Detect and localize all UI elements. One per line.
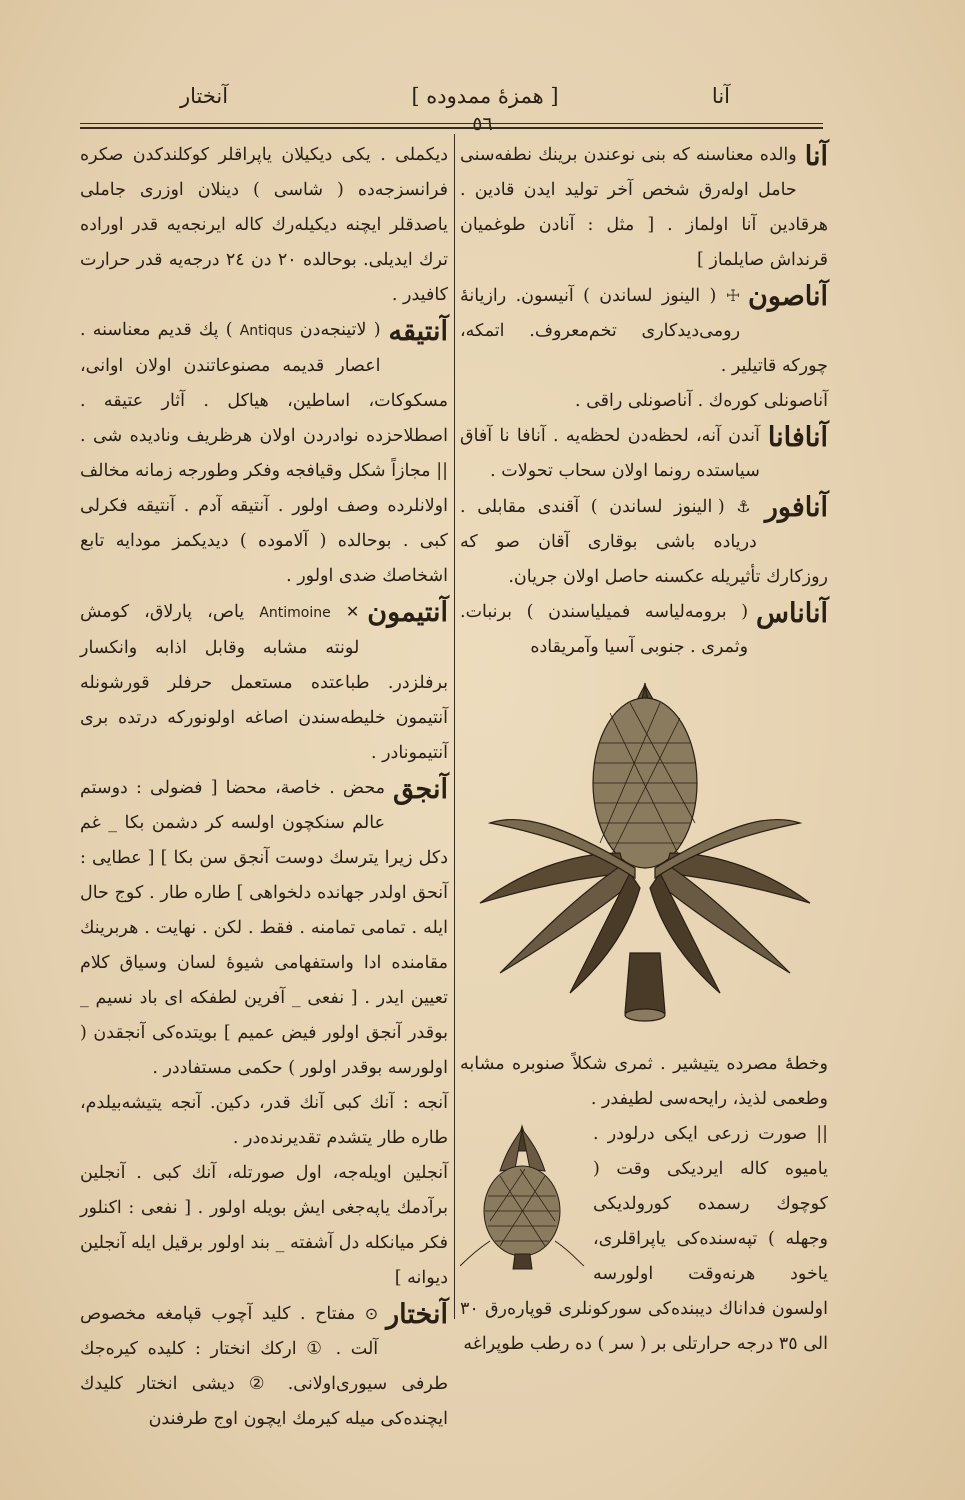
- entry-text: آندن آنه، لحظەدن لحظەیه . آنافا نا آفاق سیاستده رونما اولان سحاب تحولات .: [460, 426, 760, 481]
- entry-text: دیکملی . یکی دیکیلان یاپراقلر کوکلندکدن صکره فرانسزجه‌ده ( شاسی ) دینلان اوزری جاملی یاصدقلر ایچنه دیکیلەرك کاله ایرنجەیه قدر اوراده ترك ایدیلی. بوحالده ٢٠ دن ٢٤ درجه‌یه قدر حرارت کافیدر .: [80, 145, 449, 305]
- entry-anafor: [460, 489, 828, 595]
- entry-ancak: [80, 771, 448, 1086]
- right-column: [460, 138, 828, 1354]
- entry-antika: [80, 313, 448, 594]
- entry-ananas-continued: [460, 1047, 828, 1117]
- running-header: [70, 84, 900, 114]
- entry-text: ( الینوز لساندن ) آقندی مقابلی . دریاده باشی بوقاری آقان صو که روزکارك تأثیریله عکسنه حاصل اولان جریان.: [460, 497, 828, 587]
- entry-headword: آنتیمون: [367, 597, 448, 628]
- entry-dikmeli: [80, 138, 448, 313]
- entry-anafana: [460, 419, 828, 489]
- entry-headword: آنافانا: [767, 422, 828, 453]
- entry-headword: آنافور: [764, 492, 828, 523]
- left-column: [80, 138, 449, 1429]
- small-illustration-wrapper: [460, 1121, 585, 1271]
- entry-text: ( برومەلیاسه فمیلیاسندن ) برنبات. وثمری . جنوبی آسیا وآمریقاده: [460, 602, 749, 657]
- entry-text: آنجه : آنك کبی آنك قدر، دکین. آنجه یتیشه‌بیلدم، طاره طار یتشدم تقدیرندەدر .: [80, 1093, 448, 1148]
- entry-text: مفتاح . کلید آچوب قپامغه مخصوص آلت . ① اركك انختار : کلیده کیرەجك طرفی سیوری‌اولانی. ② دیشی انختار کلیدك ایچنده‌کی میله کیرمك ایچون اوج طرفندن: [80, 1304, 448, 1429]
- entry-text: ) پك قدیم معناسنه . اعصار قدیمه مصنوعاتندن اولان اوانی، مسکوکات، اساطین، هیاکل . آثار عتیقه . اصطلاحزده نوادردن اولان هرظریف ونادیده شی . || مجازاً شکل وقیافجه وفکر وطورجه زمانه مخالف اولانلرده وصف اولور . آنتیقه آدم . آنتیقه فکرلی کبی . بوحالده ( آلامودە ) دیدیکمز مودایه تابع اشخاصك ضدی اولور .: [80, 320, 448, 586]
- entry-ananas: [460, 595, 828, 665]
- entry-text: || صورت زرعی ایکی درلودر . یامیوه کاله ایردیکی وقت ( کوچوك رسمده کورولدیکی وجهله ) تپه‌سنده‌کی یاپراقلری، یاخود هرنه‌وقت اولورسه اولسون فداناك دیبنده‌کی سورکونلری قوپارەرق ٣٠ الی ٣٥ درجه حرارتلی بر ( سر ) ده رطب طوپراغه: [460, 1124, 828, 1354]
- entry-ananas-cultivation: [460, 1117, 828, 1362]
- entry-anahtar: [80, 1296, 448, 1437]
- entry-text: آناصونلی کورەك . آناصونلی راقی .: [574, 391, 828, 411]
- entry-headword: آناصون: [748, 281, 828, 312]
- entry-ana: [460, 138, 828, 278]
- header-rule: [80, 123, 823, 124]
- entry-headword: آنجق: [393, 774, 448, 805]
- entry-ancilin: [80, 1156, 448, 1296]
- header-right-word: آنا: [711, 84, 730, 108]
- anchor-icon: ⚓: [736, 497, 757, 516]
- entry-headword: آنا: [804, 141, 828, 172]
- header-left-word: آنختار: [180, 84, 229, 108]
- entry-text: آنجلین اویلەجه، اول صورتله، آنك کبی . آنجلین برآدمك یاپەجغی ایش بویله اولور . [ نفعی : اکنلور فکر میانکله دل آشفته _ بند اولور برقیل ایله آنجلین دیوانه ]: [80, 1163, 448, 1288]
- latin-term: Antiqus: [239, 323, 293, 339]
- page-number: ٥٦: [472, 113, 493, 135]
- pineapple-fruit-illustration: [460, 1121, 585, 1271]
- entry-text: محض . خاصة، محضا [ فضولی : دوستم عالم سنکچون اولسه کر دشمن بکا _ غم دکل زیرا یترسك دوست آنجق سن بکا ] [ عطایی : آنحق اولدر جهانده دلخواهی ] طاره طار . کوج حال ایله . تمامی تمامنه . فقط . لکن . نهایت . هربرینك مقامنده ادا واستفهامی شیوۀ لسان وسیاق کلام تعیین ایدر . [ نفعی _ آفرین لطفکه ای باد نسیم _ بوقدر آنجق اولور فیض عمیم ] بویتده‌کی آنجقدن ( اولورسه بوقدر اولور ) حکمی مستفاددر .: [80, 778, 448, 1078]
- entry-text: والده معناسنه که بنی نوعندن برینك نطفه‌سنی حامل اولەرق شخص آخر تولید ایدن قادین . هرقادین آنا اولماز . [ مثل : آنادن طوغمیان قرنداش صایلماز ]: [460, 145, 828, 270]
- entry-headword: آنتیقه: [388, 316, 448, 347]
- entry-text-prefix: ( لاتینجەدن: [299, 320, 381, 340]
- entry-anason: [460, 278, 828, 384]
- cross-symbol-icon: ☩: [725, 286, 741, 305]
- alchemy-symbol-icon: ✕: [345, 602, 360, 621]
- pineapple-plant-illustration: [460, 673, 828, 1043]
- entry-headword: آناناس: [756, 598, 828, 629]
- header-rule-thick: [80, 127, 823, 129]
- entry-text: ( الینوز لساندن ) آنیسون. رازیانهٔ رومی‌دیدکاری تخم‌معروف. اتمکه، چورکه قاتیلیر .: [460, 286, 828, 376]
- circle-dot-symbol-icon: ⊙: [364, 1304, 379, 1323]
- latin-term: Antimoine: [259, 605, 331, 621]
- header-section-title: [ همزهٔ ممدوده ]: [411, 84, 559, 108]
- entry-text: یاص، پارلاق، کومش لونته مشابه وقابل اذابه وانکسار برفلزدر. طباعتده مستعمل حرفلر قورشونله آنتیمون خلیطەسندن اصاغه اولونورکه درتده بری آنتیمونادر .: [80, 602, 448, 763]
- entry-headword: آنختار: [386, 1299, 448, 1330]
- entry-antimon: [80, 594, 448, 771]
- entry-ance: [80, 1086, 448, 1156]
- entry-text: وخطهٔ مصرده یتیشیر . ثمری شکلاً صنوبره مشابه وطعمی لذیذ، رایحه‌سی لطیفدر .: [460, 1054, 828, 1109]
- entry-anason-usage: [460, 384, 828, 419]
- column-divider: [454, 134, 455, 1319]
